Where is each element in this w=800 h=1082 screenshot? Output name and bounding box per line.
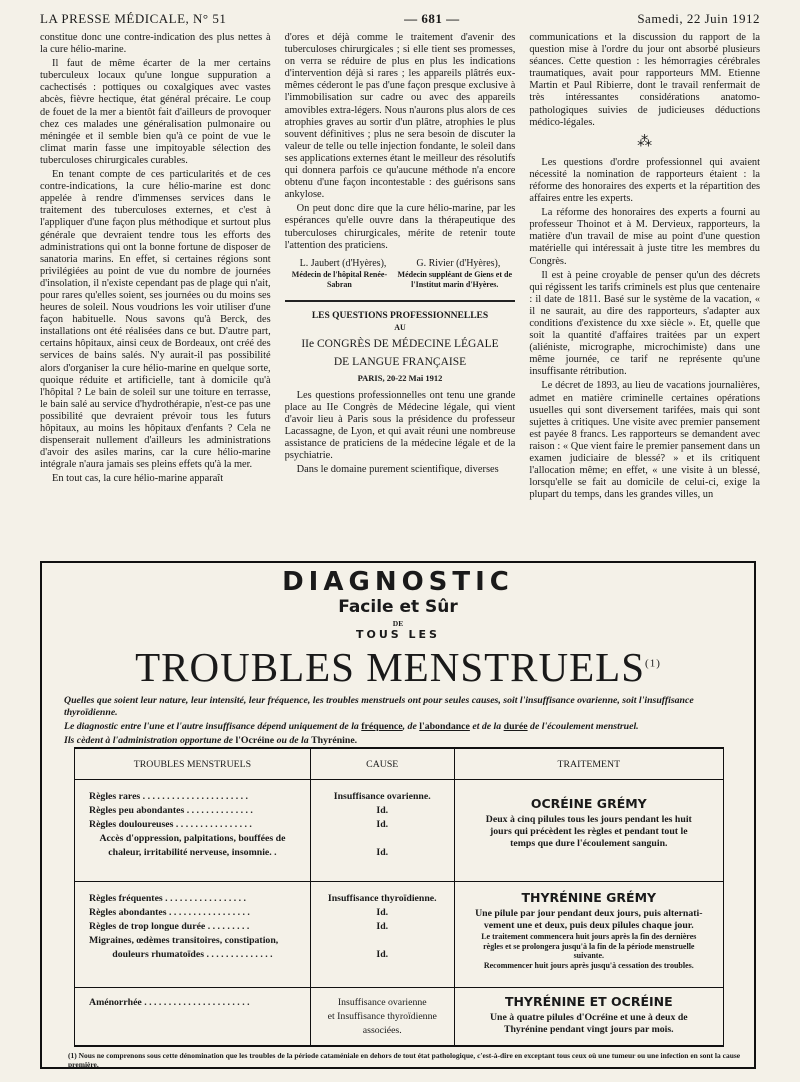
treatment-line: Thyrénine pendant vingt jours par mois. — [503, 1024, 674, 1035]
section-au: AU — [394, 322, 406, 332]
ad-keyword: fréquence — [361, 721, 403, 732]
page-header — [40, 8, 760, 30]
paragraph: En tout cas, la cure hélio-marine apparaît — [52, 473, 224, 485]
cause: associées. — [362, 1025, 402, 1036]
ad-text: Le diagnostic entre l'une et l'autre insuffisance dépend uniquement de la — [64, 721, 359, 732]
treatment-line: vement une et deux, puis deux pilules chaque jour. — [483, 920, 694, 931]
signature-role: Médecin suppléant de Giens et de l'Institut marin d'Hyères. — [397, 269, 512, 289]
section-divider — [285, 300, 516, 302]
symptom: douleurs rhumatoïdes . . . . . . . . . . . . . . — [112, 949, 273, 960]
paragraph: Le décret de 1893, au lieu de vacations journalières, admet en matière criminelle certaines opérations usuelles qui sont diversement tarifées, mais qui sont sujettes à critiques. Une visite avec premier pansement est payée 8 francs. Les rapporteurs se demandent avec raison : « Que vient faire le premier pansement dans un examen judiciaire de blessé? » et ils critiquent l'allocation même; en effet, « une visite à un blessé, lorsqu'elle se fait au domicile de celui-ci, exige la plupart du temps, dans les grandes villes, un — [529, 380, 761, 501]
ad-tous: TOUS LES — [356, 628, 440, 641]
treatment-line: jours qui précèdent les règles et pendant tout le — [490, 826, 688, 837]
issue-date: Samedi, 22 Juin 1912 — [637, 11, 760, 26]
paragraph: La réforme des honoraires des experts a fourni au professeur Thoinot et à M. Dervieux, rapporteurs, la matière d'un travail de mise au point d'une question matérielle qui intéressait à juste titre les membres du Congrès. — [529, 207, 761, 267]
treatment-note: règles et se prolongera jusqu'à la fin de la période menstruelle — [483, 941, 695, 951]
treatment-note: Recommencer huit jours après jusqu'à cessation des troubles. — [483, 960, 694, 970]
paragraph: On peut donc dire que la cure hélio-marine, par les espérances qu'elle ouvre dans la thérapeutique des tuberculoses chirurgicales, mérite de retenir toute l'attention des praticiens. — [284, 203, 516, 251]
ad-text: , de — [402, 721, 417, 732]
paragraph: Les questions professionnelles ont tenu une grande place au IIe Congrès de Médecine légale, qui vient d'avoir lieu à Paris sous la présidence du professeur Lacassagne, de Lyon, et qui avait réuni une nombreuse assistance de praticiens de la médecine légale et de la psychiatrie. — [284, 389, 516, 462]
congress-subtitle: DE LANGUE FRANÇAISE — [333, 355, 467, 368]
ad-headline-note: (1) — [645, 657, 661, 670]
paragraph: d'ores et déjà comme le traitement d'avenir des tuberculoses chirurgicales ; si elle tient ses promesses, on verra se réduire de plus en plus les indications d'intervention déjà si rares ; les appareils plâtrés eux-mêmes céderont le pas d'une façon presque exclusive à l'immobilisation sur cadre ou avec des appareils amovibles extra-légers. Nous n'aurons plus alors de ces atrophies graves au sortir d'un plâtre, atrophies le plus souvent définitives ; plus ne sera besoin de discuter la valeur de telle ou telle injection fondante, le soleil dans ses applications externes étant le meilleur des résolutifs qui donnera parfois ce qu'aucune méthode n'a encore obtenu d'une façon incontestable : des guérisons sans ankylose. — [284, 32, 516, 201]
paragraph: Les questions d'ordre professionnel qui avaient nécessité la nomination de rapporteurs étaient : la réforme des honoraires des experts et la répartition des affaires entre les experts. — [529, 156, 761, 205]
symptom: Règles fréquentes . . . . . . . . . . . . . . . . . — [89, 893, 247, 904]
symptom: Règles de trop longue durée . . . . . . . . . — [89, 921, 250, 932]
table-header: CAUSE — [310, 748, 454, 780]
ad-de: DE — [392, 619, 404, 628]
symptom: Règles rares . . . . . . . . . . . . . . . . . . . . . . — [89, 791, 248, 802]
paragraph: constitue donc une contre-indication des plus nettes à la cure hélio-marine. — [40, 32, 271, 56]
symptom: Règles peu abondantes . . . . . . . . . . . . . . — [89, 805, 253, 816]
ad-line — [64, 721, 732, 733]
cause — [311, 832, 454, 846]
ad-line: Quelles que soient leur nature, leur intensité, leur fréquence, les troubles menstruels ont pour seules causes, soit l'insuffisance ovarienne, soit l'insuffisance thyroïdienne. — [64, 695, 694, 718]
cause: Insuffisance thyroïdienne. — [327, 893, 437, 904]
treatment-line: Une pilule par jour pendant deux jours, puis alternati- — [475, 908, 703, 919]
advertisement — [40, 561, 756, 1069]
ad-headline — [42, 643, 754, 691]
product-name: THYRÉNINE GRÉMY — [521, 890, 657, 905]
signature-role: Médecin de l'hôpital Renée-Sabran — [291, 269, 388, 289]
cause: Id. — [376, 907, 389, 918]
ad-headline-text: TROUBLES MENSTRUELS — [135, 644, 646, 690]
cause: Id. — [376, 949, 389, 960]
treatment-line: Deux à cinq pilules tous les jours pendant les huit — [485, 814, 692, 825]
cause: et Insuffisance thyroïdienne — [327, 1011, 437, 1022]
table-header: TROUBLES MENSTRUELS — [75, 748, 311, 780]
column-2 — [285, 32, 516, 556]
treatment-note: suivante. — [573, 951, 605, 960]
ad-description — [42, 695, 754, 747]
page-number: — 681 — — [404, 11, 460, 26]
signatures — [285, 258, 516, 290]
ad-line — [64, 735, 732, 747]
article-columns — [40, 32, 760, 556]
ad-keyword: l'abondance — [419, 721, 470, 732]
section-heading — [285, 310, 516, 384]
cause: Insuffisance ovarienne — [337, 997, 427, 1008]
ad-text: Ils cèdent à l'administration opportune de — [64, 735, 234, 746]
product-name: OCRÉINE GRÉMY — [530, 796, 647, 811]
congress-title: IIe CONGRÈS DE MÉDECINE LÉGALE — [301, 337, 499, 350]
paragraph: communications et la discussion du rapport de la question mise à l'ordre du jour ont absorbé plusieurs séances. Cette question : les hémorragies cérébrales traumatiques, avait pour rapporteurs MM. Etienne Martin et Paul Ribierre, dont le travail renfermait de très intéressantes considérations anatomo-pathologiques suivies de judicieuses déductions médico-légales. — [529, 32, 761, 128]
paragraph: Il est à peine croyable de penser qu'un des décrets qui régissent les tarifs criminels est plus que centenaire : il date de 1811. Basé sur le système de la vacation, « il ne saurait, au dire des rapporteurs, s'adapter aux conditions d'existence du xxe siècle ». Et, quelle que soit la quantité d'affaires traitées par un expert (aliéniste, micrographe, microchimiste) dans une même journée, ce tarif ne représente qu'une insuffisante rétribution. — [529, 269, 761, 378]
column-1 — [40, 32, 271, 556]
table-header: TRAITEMENT — [454, 748, 723, 780]
cause — [311, 934, 454, 948]
product-name: THYRÉNINE ET OCRÉINE — [504, 994, 673, 1009]
signature-name: L. Jaubert (d'Hyères), — [299, 257, 387, 269]
treatment-line: temps que dure l'écoulement sanguin. — [510, 838, 668, 849]
ad-title: DIAGNOSTIC — [282, 567, 514, 597]
treatment-table — [74, 747, 724, 1047]
ad-brand-mention: l'Ocréine — [235, 735, 275, 746]
footnote: (1) Nous ne comprenons sous cette dénomination que les troubles de la période cataméniale en dehors de tout état pathologique, c'est-à-dire en exceptant tous ceux où une tumeur ou une infection en sont la cause première. — [68, 1051, 741, 1069]
signature-name: G. Rivier (d'Hyères), — [416, 257, 501, 269]
paragraph: Dans le domaine purement scientifique, diverses — [296, 464, 499, 476]
ad-text: ou de la — [276, 735, 309, 746]
treatment-line: Une à quatre pilules d'Ocréine et une à deux de — [489, 1012, 688, 1023]
cause: Id. — [376, 805, 389, 816]
ad-subtitle: Facile et Sûr — [338, 597, 458, 617]
ad-keyword: durée — [503, 721, 528, 732]
table-row — [75, 882, 724, 988]
journal-name: LA PRESSE MÉDICALE, N° 51 — [40, 11, 227, 26]
cause: Id. — [376, 819, 389, 830]
treatment-note: Le traitement commencera huit jours après la fin des dernières — [481, 932, 697, 941]
asterism-divider: ⁂ — [637, 133, 653, 150]
congress-date: PARIS, 20-22 Mai 1912 — [357, 372, 443, 383]
ad-text: de l'écoulement menstruel. — [530, 721, 639, 732]
cause: Id. — [376, 921, 389, 932]
symptom: Aménorrhée . . . . . . . . . . . . . . . . . . . . . . — [89, 997, 250, 1008]
cause: Id. — [376, 847, 389, 858]
table-row — [75, 988, 724, 1046]
cause: Insuffisance ovarienne. — [333, 791, 431, 802]
symptom: Migraines, œdèmes transitoires, constipation, — [89, 935, 279, 946]
ad-brand-mention: Thyrénine. — [311, 735, 358, 746]
ad-text: et de la — [472, 721, 502, 732]
section-title: LES QUESTIONS PROFESSIONNELLES — [311, 310, 489, 321]
paragraph: En tenant compte de ces particularités et de ces contre-indications, la cure hélio-marine est donc appelée à rendre d'immenses services dans le traitement des tuberculoses externes, et c'est à l'appliquer d'une façon plus méthodique et surtout plus générale que devraient tendre tous les efforts des administrations qui ont la bonne fortune de disposer de sanatoria marins. En effet, si certaines régions sont privilégiées au point de vue du nombre de journées d'insolation, il n'existe cependant pas de plage qui n'ait, pour rares qu'elles soient, ses journées ou du moins ses heures de soleil. Nous voudrions les voir utiliser d'une façon habituelle. Nous savons qu'à Berck, des installations ont été réalisées dans ce but. D'autre part, certains hôpitaux, ainsi ceux de Bordeaux, ont créé des services de bains salés. N'y aurait-il pas possibilité alors d'organiser la cure hélio-marine en quelque sorte, quoique réduite et artificielle, tant à domicile qu'à l'hôpital ? Le bain de soleil sur une toiture en terrasse, le bain salé au service d'hydrothérapie, n'est-ce pas une possibilité que devraient prévoir tous les futurs hôpitaux, au moins les hôpitaux d'enfants ? Cela ne dispenserait nullement d'ailleurs les administrations d'avoir des asiles marins, car la cure hélio-marine intégrale n'aura jamais ses pleins effets qu'à la mer. — [40, 169, 271, 471]
table-row — [75, 780, 724, 882]
symptom: chaleur, irritabilité nerveuse, insomnie. . — [108, 847, 277, 858]
column-3 — [529, 32, 760, 556]
paragraph: Il faut de même écarter de la mer certains tuberculeux locaux qu'une longue suppuration a cachectisés : pottiques ou coxalgiques avec vastes abcès, fièvre hectique, état général précaire. Le coup de fouet de la mer a bientôt fait d'ailleurs de provoquer chez ces malades une généralisation pulmonaire ou méningée et il semble bien qu'à ce point de vue le climat marin fasse une impitoyable sélection des tuberculoses chirurgicales curables. — [40, 58, 271, 166]
symptom: Règles abondantes . . . . . . . . . . . . . . . . . — [89, 907, 250, 918]
symptom: Accès d'oppression, palpitations, bouffées de — [99, 833, 286, 844]
symptom: Règles douloureuses . . . . . . . . . . . . . . . . — [89, 819, 252, 830]
